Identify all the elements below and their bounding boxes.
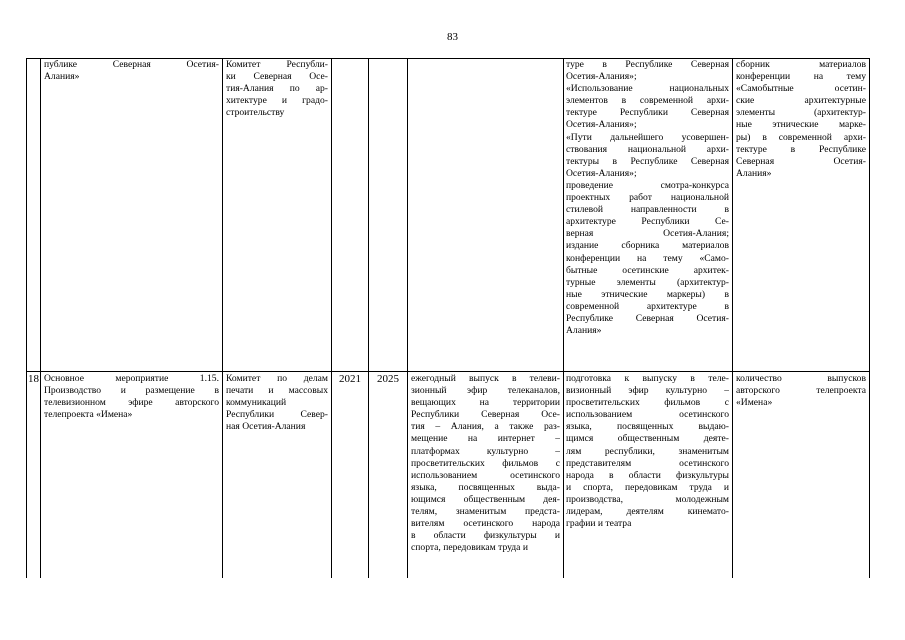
column-divider xyxy=(40,58,41,578)
text-line: количество выпусков xyxy=(736,373,866,384)
text-line: ежегодный выпуск в телеви- xyxy=(411,373,560,384)
text-line: визионный эфир культурно – xyxy=(566,385,729,397)
text-line: графии и театра xyxy=(566,518,632,530)
text-line: Республики Север- xyxy=(226,409,328,421)
text-line: турные элементы (архитектур- xyxy=(566,276,729,288)
text-line: хитектуре и градо- xyxy=(226,95,328,107)
text-line: использованием осетинского xyxy=(411,469,560,481)
column-divider xyxy=(563,58,564,578)
text-line: Алания» xyxy=(566,325,602,337)
text-line: элементов в современной архи- xyxy=(566,95,729,107)
text-line: Алания» xyxy=(736,167,772,179)
column-divider xyxy=(368,58,369,578)
cell-start-year: 2021 xyxy=(339,373,361,385)
text-line: Комитет по делам xyxy=(226,373,328,384)
text-line: строительству xyxy=(226,107,285,119)
text-line: телевизионном эфире авторского xyxy=(44,397,219,409)
cell-content xyxy=(411,373,560,554)
text-line: «Пути дальнейшего усовершен- xyxy=(566,131,729,143)
column-divider xyxy=(26,58,27,578)
cell-executor xyxy=(226,59,328,119)
text-line: подготовка к выпуску в теле- xyxy=(566,373,729,384)
column-divider xyxy=(407,58,408,578)
text-line: Осетия-Алания»; xyxy=(566,167,637,179)
text-line: конференции на тему xyxy=(736,71,866,83)
text-line: Северная Осетия- xyxy=(736,155,866,167)
text-line: лидерам, деятелям кинемато- xyxy=(566,506,729,518)
text-line: туре в Республике Северная xyxy=(566,59,729,70)
text-line: авторского телепроекта xyxy=(736,385,866,397)
text-line: спорта, передовикам труда и xyxy=(411,542,528,554)
text-line: ные этнические маркеры) в xyxy=(566,288,729,300)
text-line: коммуникаций xyxy=(226,397,287,409)
text-line: платформах культурно – xyxy=(411,445,560,457)
text-line: лям республики, знаменитым xyxy=(566,445,729,457)
text-line: Основное мероприятие 1.15. xyxy=(44,373,219,384)
cell-result xyxy=(566,373,729,530)
text-line: телям, знаменитым предста- xyxy=(411,506,560,518)
text-line: использованием осетинского xyxy=(566,409,729,421)
cell-title xyxy=(44,59,219,83)
text-line: Производство и размещение в xyxy=(44,385,219,397)
text-line: ная Осетия-Алания xyxy=(226,421,306,433)
cell-end-year: 2025 xyxy=(377,373,399,385)
text-line: зионный эфир телеканалов, xyxy=(411,385,560,397)
text-line: ствования национальной архи- xyxy=(566,143,729,155)
text-line: ные этнические марке- xyxy=(736,119,866,131)
text-line: издание сборника материалов xyxy=(566,240,729,252)
text-line: тектуры в Республике Северная xyxy=(566,155,729,167)
text-line: ры) в современной архи- xyxy=(736,131,866,143)
cell-number: 18 xyxy=(28,373,39,385)
text-line: печати и массовых xyxy=(226,385,328,397)
text-line: бытные осетинские архитек- xyxy=(566,264,729,276)
text-line: просветительских фильмов с xyxy=(566,397,729,409)
text-line: телепроекта «Имена» xyxy=(44,409,133,421)
text-line: производства, молодежным xyxy=(566,493,729,505)
text-line: Республики Северная Осе- xyxy=(411,409,560,421)
text-line: конференции на тему «Само- xyxy=(566,252,729,264)
text-line: верная Осетия-Алания; xyxy=(566,228,729,240)
text-line: «Использование национальных xyxy=(566,83,729,95)
text-line: публике Северная Осетия- xyxy=(44,59,219,70)
cell-indicator xyxy=(736,373,866,409)
text-line: просветительских фильмов с xyxy=(411,457,560,469)
cell-result xyxy=(566,59,729,337)
text-line: вителям осетинского народа xyxy=(411,518,560,530)
text-line: тектуре в Республике xyxy=(736,143,866,155)
text-line: сборник материалов xyxy=(736,59,866,70)
text-line: щимся общественным деяте- xyxy=(566,433,729,445)
text-line: Комитет Республи- xyxy=(226,59,328,70)
text-line: представителям осетинского xyxy=(566,457,729,469)
text-line: современной архитектуре в xyxy=(566,300,729,312)
row-divider xyxy=(26,371,870,372)
text-line: народа в области физкультуры xyxy=(566,469,729,481)
text-line: ские архитектурные xyxy=(736,95,866,107)
cell-indicator xyxy=(736,59,866,180)
text-line: тектуре Республики Северная xyxy=(566,107,729,119)
text-line: Осетия-Алания»; xyxy=(566,119,637,131)
text-line: проведение смотра-конкурса xyxy=(566,179,729,191)
page-number: 83 xyxy=(447,31,458,43)
text-line: языка, посвященных выдаю- xyxy=(566,421,729,433)
text-line: тия – Алания, а также раз- xyxy=(411,421,560,433)
column-divider xyxy=(732,58,733,578)
cell-title xyxy=(44,373,219,421)
text-line: Алания» xyxy=(44,71,80,83)
text-line: проектных работ национальной xyxy=(566,192,729,204)
text-line: элементы (архитектур- xyxy=(736,107,866,119)
column-divider xyxy=(331,58,332,578)
column-divider xyxy=(869,58,870,578)
text-line: вещающих на территории xyxy=(411,397,560,409)
text-line: мещение на интернет – xyxy=(411,433,560,445)
text-line: «Самобытные осетин- xyxy=(736,83,866,95)
text-line: тия-Алания по ар- xyxy=(226,83,328,95)
text-line: стилевой направленности в xyxy=(566,204,729,216)
text-line: Республике Северная Осетия- xyxy=(566,312,729,324)
text-line: языка, посвященных выда- xyxy=(411,481,560,493)
cell-executor xyxy=(226,373,328,433)
text-line: архитектуре Республики Се- xyxy=(566,216,729,228)
text-line: ющимся общественным дея- xyxy=(411,493,560,505)
text-line: в области физкультуры и xyxy=(411,530,560,542)
text-line: «Имена» xyxy=(736,397,773,409)
text-line: Осетия-Алания»; xyxy=(566,71,637,83)
column-divider xyxy=(222,58,223,578)
text-line: ки Северная Осе- xyxy=(226,71,328,83)
text-line: и спорта, передовикам труда и xyxy=(566,481,729,493)
